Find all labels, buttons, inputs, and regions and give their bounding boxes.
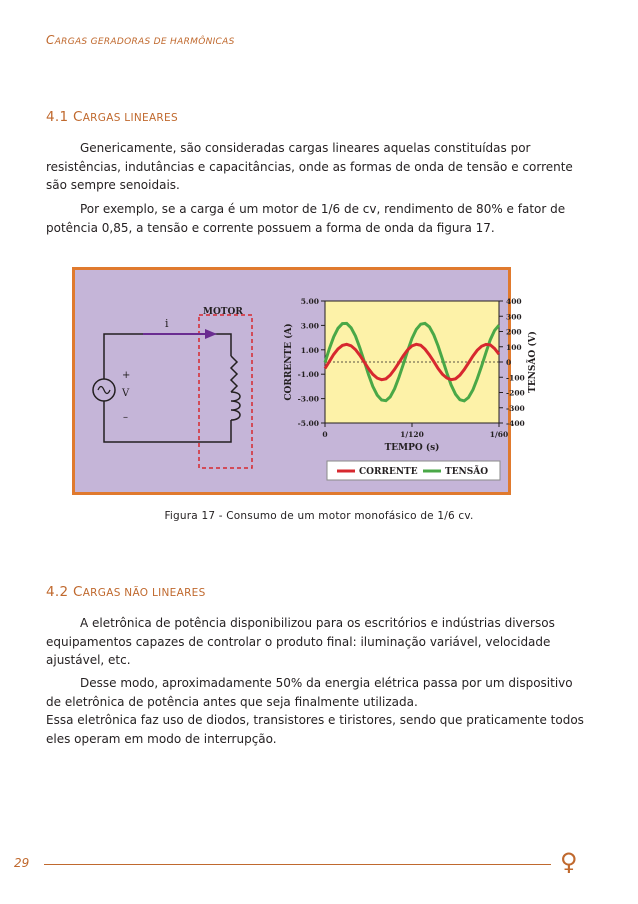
section-title-initial: C: [72, 584, 83, 600]
left-tick-label: -5.00: [297, 419, 319, 428]
motor-label: MOTOR: [203, 307, 243, 317]
venus-symbol-icon: ♀: [560, 848, 578, 876]
paragraph-text: Genericamente, são consideradas cargas lineares aquelas constituídas por resistências, indutâncias e capacitâncias, onde as formas de onda de tensão e corrente são sempre senoidais.: [46, 141, 573, 193]
plot-area: [325, 301, 499, 423]
x-tick-label: 1/60: [489, 430, 509, 439]
circuit-wire-top: [133, 334, 231, 356]
section-number: 4.1: [46, 109, 69, 125]
figure-caption: Figura 17 - Consumo de um motor monofásico de 1/6 cv.: [164, 510, 474, 522]
figure-17: [72, 267, 538, 495]
section-title-4-2: [46, 584, 206, 600]
x-axis-ticks: [322, 423, 508, 439]
circuit-wire-top-left: [104, 334, 133, 363]
paragraph-4-1-a: [46, 139, 586, 195]
right-tick-label: -100: [506, 373, 525, 383]
left-tick-label: -3.00: [297, 394, 319, 404]
waveform-chart: [283, 297, 538, 480]
section-number: 4.2: [46, 584, 69, 600]
left-tick-label: 1.00: [300, 345, 319, 355]
ac-source-wave: [98, 387, 110, 394]
legend-label-tensao: TENSÃO: [445, 467, 489, 477]
footer-rule: [44, 864, 551, 865]
left-axis-ticks: [298, 297, 325, 428]
right-tick-label: 100: [506, 342, 522, 352]
x-tick-label: 0: [322, 430, 328, 439]
current-arrow-head: [205, 329, 217, 339]
right-tick-label: 0: [506, 358, 512, 367]
minus-sign: –: [123, 412, 128, 423]
right-tick-label: -200: [506, 388, 525, 398]
section-title-rest: ARGAS NÃO LINEARES: [82, 587, 206, 599]
motor-circuit: [93, 307, 252, 468]
paragraph-text: Desse modo, aproximadamente 50% da energia elétrica passa por um dispositivo de eletrônica de potência antes que seja finalmente utilizada.: [46, 676, 573, 709]
running-header: [46, 33, 235, 47]
left-tick-label: 3.00: [300, 321, 319, 331]
right-tick-label: 400: [506, 297, 522, 306]
right-tick-label: -300: [506, 403, 525, 413]
motor-inductance-symbol: [231, 392, 240, 420]
right-axis-ticks: [499, 297, 525, 428]
motor-resistance-symbol: [231, 356, 237, 392]
y-axis-label-right: TENSÃO (V): [528, 331, 538, 393]
current-label: i: [165, 317, 169, 330]
plus-sign: +: [122, 370, 131, 381]
voltage-label: V: [122, 388, 130, 399]
x-tick-label: 1/120: [400, 430, 424, 439]
running-header-text: ARGAS GERADORAS DE HARMÔNICAS: [54, 37, 235, 47]
section-title-rest: ARGAS LINEARES: [82, 112, 178, 124]
paragraph-text: A eletrônica de potência disponibilizou para os escritórios e indústrias diversos equipamentos capazes de controlar o produto final: iluminação variável, velocidade ajustável, etc.: [46, 616, 555, 668]
left-tick-label: -1.00: [297, 370, 319, 380]
paragraph-text: Por exemplo, se a carga é um motor de 1/6 de cv, rendimento de 80% e fator de potência 0,85, a tensão e corrente possuem a forma de onda da figura 17.: [46, 202, 566, 235]
right-tick-label: 300: [506, 312, 522, 322]
paragraph-4-1-b: [46, 200, 586, 237]
right-tick-label: 200: [506, 327, 522, 337]
paragraph-4-2-b: [46, 674, 586, 748]
running-header-first-letter: C: [46, 33, 55, 47]
legend-label-corrente: CORRENTE: [359, 467, 418, 477]
paragraph-4-2-a: [46, 614, 586, 670]
section-title-4-1: [46, 109, 178, 125]
right-tick-label: -400: [506, 419, 525, 428]
paragraph-text-continuation: Essa eletrônica faz uso de diodos, transistores e tiristores, sendo que praticamente todos eles operam em modo de interrupção.: [46, 713, 584, 746]
x-axis-label: TEMPO (s): [384, 443, 440, 453]
y-axis-label-left: CORRENTE (A): [284, 323, 294, 401]
page-number: 29: [14, 856, 30, 870]
left-tick-label: 5.00: [300, 297, 319, 306]
section-title-initial: C: [72, 109, 83, 125]
figure-svg: [75, 270, 538, 492]
